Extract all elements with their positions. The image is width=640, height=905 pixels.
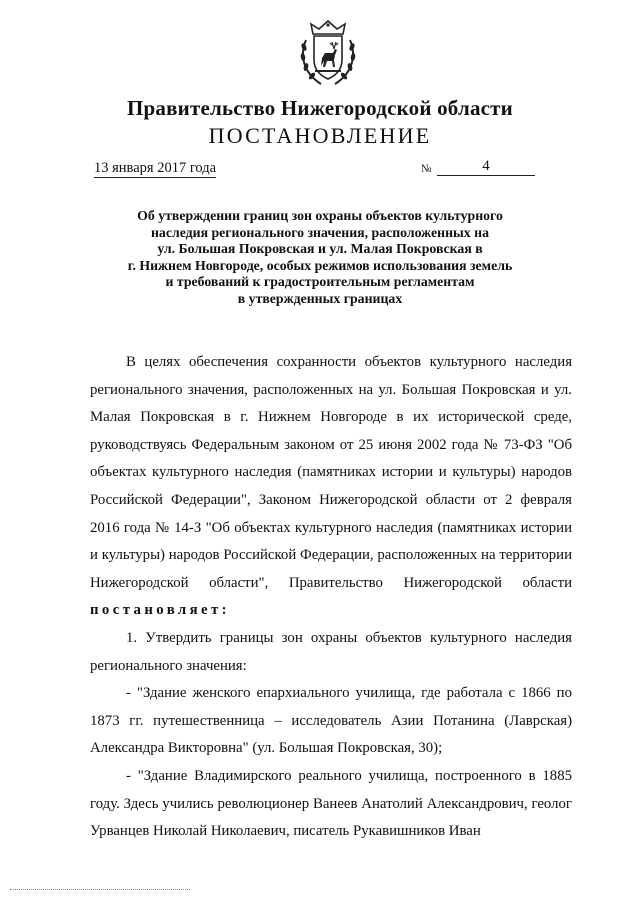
number-sign: № — [421, 163, 432, 175]
coat-of-arms-emblem — [297, 20, 359, 88]
preamble-text: В целях обеспечения сохранности объектов культурного наследия регионального значения, расположенных на ул. Большая Покровская и ул. Малая Покровская в г. Нижнем Новгороде в их исторической среде, руководствуясь Федеральным законом от 25 июня 2002 года № 73-ФЗ "Об объектах культурного наследия (памятниках истории и культуры) народов Российской Федерации", Законом Нижегородской области от 2 февраля 2016 года № 14-З "Об объектах культурного наследия (памятниках истории и культуры) народов Российской Федерации, расположенных на территории Нижегородской области", Правительство Нижегородской области — [90, 354, 572, 591]
document-type: ПОСТАНОВЛЕНИЕ — [208, 123, 432, 148]
point-1: 1. Утвердить границы зон охраны объектов культурного наследия регионального значения: — [90, 629, 572, 674]
heading-line: и требований к градостроительным регламентам — [165, 274, 475, 290]
resolves-word: постановляет: — [90, 602, 230, 619]
decree-heading — [90, 208, 550, 308]
heading-line: в утвержденных границах — [237, 290, 403, 306]
heading-line: Об утверждении границ зон охраны объектов культурного — [137, 208, 503, 223]
decree-body — [90, 349, 572, 846]
decree-date: 13 января 2017 года — [94, 160, 217, 176]
decree-number: 4 — [437, 158, 535, 176]
heading-line: г. Нижнем Новгороде, особых режимов использования земель — [127, 257, 513, 273]
government-title: Правительство Нижегородской области — [127, 96, 513, 120]
list-item: - "Здание Владимирского реального училища, построенного в 1885 году. Здесь учились революционер Ванеев Анатолий Александрович, геолог Урванцев Николай Николаевич, писатель Рукавишников Иван — [90, 767, 572, 840]
heading-line: наследия регионального значения, расположенных на — [150, 224, 489, 240]
preamble-paragraph — [90, 349, 572, 625]
footer-divider — [10, 889, 190, 890]
heading-line: ул. Большая Покровская и ул. Малая Покровская в — [157, 241, 483, 257]
list-item: - "Здание женского епархиального училища, где работала с 1866 по 1873 гг. путешественница – исследователь Азии Потанина (Лаврская) Александра Викторовна" (ул. Большая Покровская, 30); — [90, 685, 572, 757]
